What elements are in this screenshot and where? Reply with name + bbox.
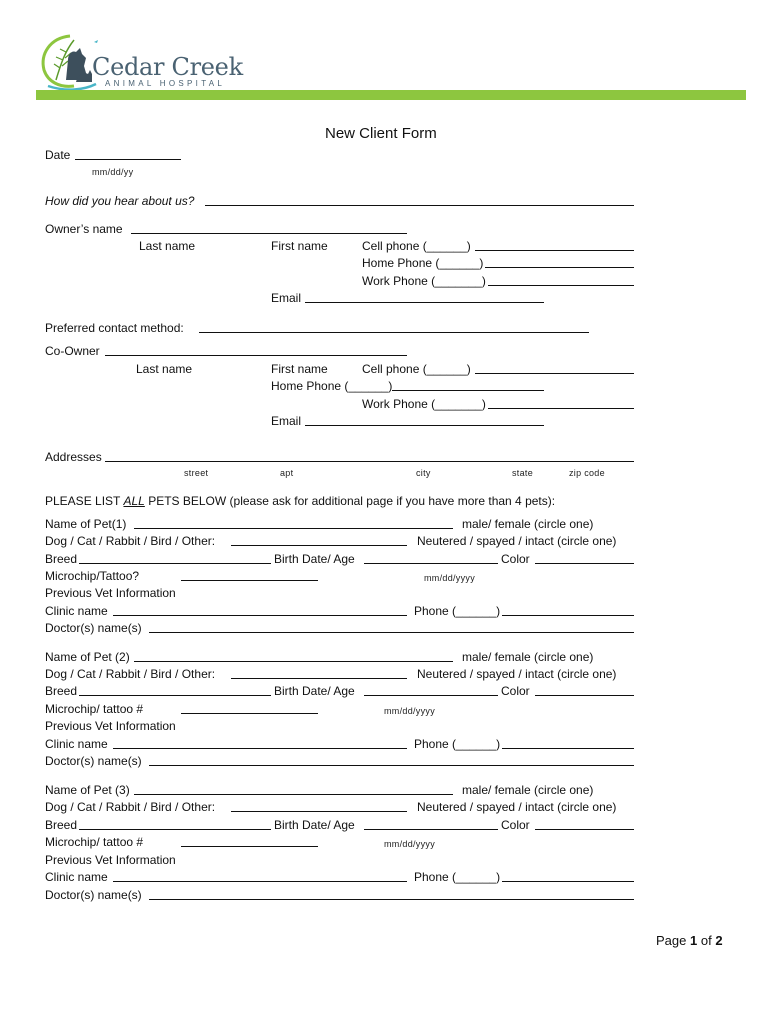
pet-breed-field[interactable] <box>79 563 271 564</box>
pet-doctor-label: Doctor(s) name(s) <box>45 621 142 635</box>
pet-species-field[interactable] <box>231 811 407 812</box>
pet-color-field[interactable] <box>535 695 634 696</box>
owner-name-field[interactable] <box>131 233 407 234</box>
pet-name-field[interactable] <box>134 794 453 795</box>
pet-doctor-field[interactable] <box>149 765 634 766</box>
address-field[interactable] <box>105 461 634 462</box>
owner-email-field[interactable] <box>305 302 544 303</box>
preferred-contact-field[interactable] <box>199 332 589 333</box>
pets-heading-all: ALL <box>123 494 145 508</box>
pet-birth-field[interactable] <box>364 829 498 830</box>
pet-clinic-label: Clinic name <box>45 604 108 618</box>
pets-heading <box>45 494 555 508</box>
pet-species-label: Dog / Cat / Rabbit / Bird / Other: <box>45 667 216 681</box>
pet-microchip-field[interactable] <box>181 846 318 847</box>
coowner-email-label: Email <box>271 414 302 428</box>
pet-color-label: Color <box>501 684 530 698</box>
pet-clinic-label: Clinic name <box>45 870 108 884</box>
pet-name-field[interactable] <box>134 528 453 529</box>
coowner-cell-field[interactable] <box>475 373 634 374</box>
form-title: New Client Form <box>325 125 437 142</box>
pets-heading-pre: PLEASE LIST <box>45 494 124 508</box>
pet-microchip-label: Microchip/Tattoo? <box>45 569 140 583</box>
pets-heading-post: PETS BELOW (please ask for additional page if you have more than 4 pets): <box>144 494 556 508</box>
owner-last-name-caption: Last name <box>139 239 196 253</box>
pet-phone-field[interactable] <box>502 615 634 616</box>
pet-microchip-field[interactable] <box>181 580 318 581</box>
pet-sex-label: male/ female (circle one) <box>462 517 594 531</box>
pet-birth-field[interactable] <box>364 695 498 696</box>
pet-doctor-field[interactable] <box>149 632 634 633</box>
pet-species-field[interactable] <box>231 678 407 679</box>
pet-phone-label: Phone (______) <box>414 870 501 884</box>
pet-birth-label: Birth Date/ Age <box>274 684 355 698</box>
pet-clinic-field[interactable] <box>113 615 407 616</box>
pet-doctor-label: Doctor(s) name(s) <box>45 754 142 768</box>
date-hint: mm/dd/yy <box>92 167 134 177</box>
brand-tagline: ANIMAL HOSPITAL <box>105 79 226 88</box>
pet-clinic-field[interactable] <box>113 881 407 882</box>
coowner-first-name-caption: First name <box>271 362 328 376</box>
pet-prev-vet-label: Previous Vet Information <box>45 586 176 600</box>
coowner-name-field[interactable] <box>105 355 407 356</box>
owner-first-name-caption: First name <box>271 239 328 253</box>
owner-work-label: Work Phone (_______) <box>362 274 486 288</box>
date-field[interactable] <box>75 159 181 160</box>
page-number <box>656 934 723 948</box>
pet-species-label: Dog / Cat / Rabbit / Bird / Other: <box>45 534 216 548</box>
coowner-label: Co-Owner <box>45 344 100 358</box>
pet-name-label: Name of Pet (2) <box>45 650 130 664</box>
hear-field[interactable] <box>205 205 634 206</box>
page-of: of <box>700 933 712 948</box>
address-city-caption: city <box>416 468 431 478</box>
pet-sex-label: male/ female (circle one) <box>462 650 594 664</box>
pet-clinic-field[interactable] <box>113 748 407 749</box>
pet-color-field[interactable] <box>535 829 634 830</box>
header-divider <box>36 90 746 100</box>
page-word: Page <box>656 933 687 948</box>
pet-clinic-label: Clinic name <box>45 737 108 751</box>
coowner-cell-label: Cell phone (______) <box>362 362 471 376</box>
preferred-contact-label: Preferred contact method: <box>45 321 184 335</box>
pet-species-field[interactable] <box>231 545 407 546</box>
owner-email-label: Email <box>271 291 302 305</box>
hear-label: How did you hear about us? <box>45 194 195 208</box>
pet-status-label: Neutered / spayed / intact (circle one) <box>417 534 617 548</box>
pet-date-hint: mm/dd/yyyy <box>384 839 436 849</box>
pet-phone-label: Phone (______) <box>414 737 501 751</box>
coowner-last-name-caption: Last name <box>136 362 193 376</box>
coowner-home-field[interactable] <box>392 390 544 391</box>
pet-phone-field[interactable] <box>502 748 634 749</box>
date-label: Date <box>45 148 71 162</box>
pet-name-label: Name of Pet(1) <box>45 517 127 531</box>
pet-name-field[interactable] <box>134 661 453 662</box>
pet-phone-field[interactable] <box>502 881 634 882</box>
pet-status-label: Neutered / spayed / intact (circle one) <box>417 800 617 814</box>
pet-birth-label: Birth Date/ Age <box>274 818 355 832</box>
pet-color-field[interactable] <box>535 563 634 564</box>
addresses-label: Addresses <box>45 450 102 464</box>
pet-doctor-label: Doctor(s) name(s) <box>45 888 142 902</box>
owner-home-field[interactable] <box>485 267 634 268</box>
pet-birth-field[interactable] <box>364 563 498 564</box>
pet-color-label: Color <box>501 552 530 566</box>
pet-breed-label: Breed <box>45 818 78 832</box>
pet-species-label: Dog / Cat / Rabbit / Bird / Other: <box>45 800 216 814</box>
pet-breed-field[interactable] <box>79 829 271 830</box>
owner-home-label: Home Phone (______) <box>362 256 484 270</box>
pet-microchip-field[interactable] <box>181 713 318 714</box>
pet-breed-label: Breed <box>45 684 78 698</box>
pet-doctor-field[interactable] <box>149 899 634 900</box>
address-zip-caption: zip code <box>569 468 605 478</box>
pet-breed-field[interactable] <box>79 695 271 696</box>
brand-name: Cedar Creek <box>92 53 243 81</box>
coowner-work-field[interactable] <box>488 408 634 409</box>
pet-prev-vet-label: Previous Vet Information <box>45 719 176 733</box>
coowner-email-field[interactable] <box>305 425 544 426</box>
pet-prev-vet-label: Previous Vet Information <box>45 853 176 867</box>
address-street-caption: street <box>184 468 209 478</box>
pet-date-hint: mm/dd/yyyy <box>384 706 436 716</box>
pet-name-label: Name of Pet (3) <box>45 783 130 797</box>
page-current: 1 <box>690 933 698 948</box>
owner-work-field[interactable] <box>488 285 634 286</box>
owner-cell-label: Cell phone (______) <box>362 239 471 253</box>
pet-birth-label: Birth Date/ Age <box>274 552 355 566</box>
address-apt-caption: apt <box>280 468 294 478</box>
address-state-caption: state <box>512 468 534 478</box>
pet-status-label: Neutered / spayed / intact (circle one) <box>417 667 617 681</box>
page-total: 2 <box>715 933 723 948</box>
owner-cell-field[interactable] <box>475 250 634 251</box>
pet-date-hint: mm/dd/yyyy <box>424 573 476 583</box>
coowner-home-label: Home Phone (______) <box>271 379 393 393</box>
coowner-work-label: Work Phone (_______) <box>362 397 486 411</box>
pet-microchip-label: Microchip/ tattoo # <box>45 702 144 716</box>
pet-sex-label: male/ female (circle one) <box>462 783 594 797</box>
pet-breed-label: Breed <box>45 552 78 566</box>
pet-phone-label: Phone (______) <box>414 604 501 618</box>
pet-color-label: Color <box>501 818 530 832</box>
pet-microchip-label: Microchip/ tattoo # <box>45 835 144 849</box>
owner-name-label: Owner’s name <box>45 222 123 236</box>
